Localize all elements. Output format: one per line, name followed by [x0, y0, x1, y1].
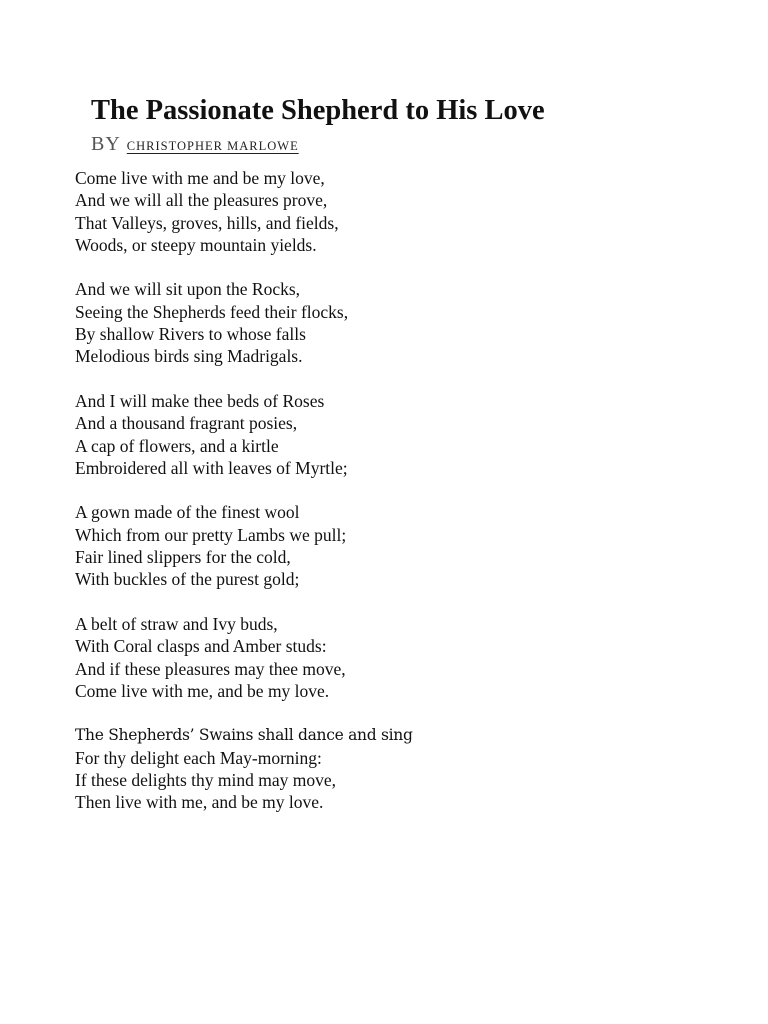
- stanza: [75, 613, 413, 702]
- poem-line: Which from our pretty Lambs we pull;: [75, 524, 347, 545]
- stanza: [75, 167, 413, 256]
- stanza: [75, 724, 413, 813]
- stanza: [75, 390, 413, 479]
- poem-line: Embroidered all with leaves of Myrtle;: [75, 457, 348, 478]
- poem-line: A gown made of the finest wool: [75, 502, 300, 523]
- poem-line: That Valleys, groves, hills, and fields,: [75, 212, 339, 233]
- poem-line: Come live with me and be my love,: [75, 168, 325, 188]
- poem-line: A cap of flowers, and a kirtle: [75, 435, 279, 456]
- poem-line: And if these pleasures may thee move,: [75, 658, 346, 679]
- poem-line: By shallow Rivers to whose falls: [75, 324, 306, 345]
- poem-title: The Passionate Shepherd to His Love: [91, 95, 545, 126]
- poem-line: With buckles of the purest gold;: [75, 569, 300, 590]
- poem-line: And I will make thee beds of Roses: [75, 390, 325, 411]
- byline: [91, 132, 299, 158]
- poem-line: And we will all the pleasures prove,: [75, 190, 328, 211]
- stanza: [75, 278, 413, 367]
- poem-line: Melodious birds sing Madrigals.: [75, 346, 303, 367]
- poem-line: Fair lined slippers for the cold,: [75, 547, 291, 568]
- poem-body: [75, 167, 413, 836]
- poem-line: And we will sit upon the Rocks,: [75, 279, 301, 300]
- poem-line: For thy delight each May-morning:: [75, 747, 322, 768]
- poem-line: If these delights thy mind may move,: [75, 770, 336, 791]
- poem-line: And a thousand fragrant posies,: [75, 413, 298, 434]
- poem-line: A belt of straw and Ivy buds,: [75, 613, 278, 634]
- by-prefix: BY: [91, 133, 121, 155]
- poem-line: With Coral clasps and Amber studs:: [75, 636, 327, 657]
- poem-line: Seeing the Shepherds feed their flocks,: [75, 301, 349, 322]
- poem-line: Woods, or steepy mountain yields.: [75, 234, 317, 255]
- poem-line: The Shepherds’ Swains shall dance and sing: [75, 726, 413, 745]
- poem-line: Come live with me, and be my love.: [75, 680, 330, 701]
- stanza: [75, 501, 413, 590]
- author-link[interactable]: CHRISTOPHER MARLOWE: [126, 139, 299, 153]
- poem-line: Then live with me, and be my love.: [75, 792, 324, 813]
